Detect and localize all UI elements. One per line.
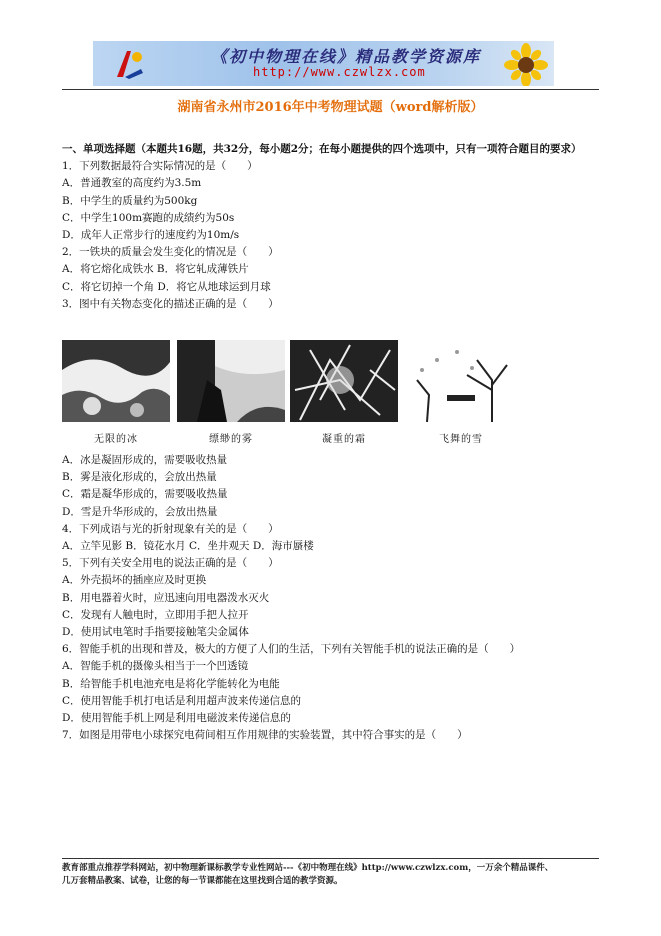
option-line: D．使用智能手机上网是利用电磁波来传递信息的: [62, 712, 291, 725]
banner-title: 《初中物理在线》精品教学资源库: [211, 47, 482, 66]
option-line: D．成年人正常步行的速度约为10m/s: [62, 229, 240, 242]
question-line: 6．智能手机的出现和普及，极大的方便了人们的生活，下列有关智能手机的说法正确的是（ ）: [62, 643, 521, 656]
option-line: D．雪是升华形成的，会放出热量: [62, 505, 218, 518]
header-banner: [93, 41, 554, 86]
question-line: 7．如图是用带电小球探究电荷间相互作用规律的实验装置，其中符合事实的是（ ）: [62, 729, 468, 742]
question-line: 4．下列成语与光的折射现象有关的是（ ）: [62, 522, 279, 535]
fog-photo: [177, 340, 285, 422]
questions-bottom: [62, 452, 592, 744]
document-title: 湖南省永州市2016年中考物理试题（word解析版）: [177, 100, 484, 115]
option-line: A．立竿见影 B．镜花水月 C．坐井观天 D．海市蜃楼: [62, 540, 314, 553]
ice-photo: [62, 340, 170, 422]
option-line: C．将它切掉一个角 D．将它从地球运到月球: [62, 280, 271, 293]
option-line: C．使用智能手机打电话是利用超声波来传递信息的: [62, 694, 302, 707]
option-line: B．雾是液化形成的，会放出热量: [62, 471, 217, 484]
option-line: A．普通教室的高度约为3.5m: [62, 177, 202, 190]
page-footer: [62, 862, 599, 888]
footer-line: 几万套精品教案、试卷，让您的每一节课都能在这里找到合适的教学资源。: [62, 876, 343, 886]
option-line: B．中学生的质量约为500kg: [62, 194, 198, 207]
question-line: 2．一铁块的质量会发生变化的情况是（ ）: [62, 246, 279, 259]
option-line: A．智能手机的摄像头相当于一个凹透镜: [62, 660, 249, 673]
question-line: 5．下列有关安全用电的说法正确的是（ ）: [62, 557, 279, 570]
option-line: A．外壳损坏的插座应及时更换: [62, 574, 207, 587]
questions-top: [62, 141, 592, 313]
photo-caption: 凝重的霜: [322, 434, 366, 445]
frost-photo: [290, 340, 398, 422]
option-line: C．发现有人触电时，立即用手把人拉开: [62, 608, 249, 621]
footer-divider: [62, 858, 599, 859]
footer-line: 教育部重点推荐学科网站，初中物理新课标教学专业性网站---《初中物理在线》http://www.czwlzx.com，一万余个精品课件、: [62, 863, 554, 873]
photo-caption: 飞舞的雪: [439, 434, 483, 445]
option-line: A．将它熔化成铁水 B．将它轧成薄铁片: [62, 263, 249, 276]
option-line: C．中学生100m赛跑的成绩约为50s: [62, 211, 235, 224]
sunflower-icon: [504, 43, 548, 86]
section-heading: 一、单项选择题（本题共16题，共32分，每小题2分；在每小题提供的四个选项中，只有一项符合题目的要求）: [62, 143, 582, 155]
question-line: 3．图中有关物态变化的描述正确的是（ ）: [62, 297, 279, 310]
photo-caption: 缥缈的雾: [209, 434, 253, 445]
banner-url[interactable]: http://www.czwlzx.com: [253, 65, 426, 79]
question-line: 1．下列数据最符合实际情况的是（ ）: [62, 160, 258, 173]
header-divider: [62, 89, 599, 90]
snow-photo: [407, 340, 515, 422]
option-line: B．给智能手机电池充电是将化学能转化为电能: [62, 677, 280, 690]
photo-caption: 无限的冰: [94, 434, 138, 445]
site-logo-icon: [111, 47, 149, 81]
question-3-photos: [62, 340, 532, 450]
option-line: A．冰是凝固形成的，需要吸收热量: [62, 454, 228, 466]
option-line: D．使用试电笔时手指要接触笔尖金属体: [62, 626, 249, 639]
option-line: B．用电器着火时，应迅速向用电器泼水灭火: [62, 591, 270, 604]
option-line: C．霜是凝华形成的，需要吸收热量: [62, 488, 228, 501]
